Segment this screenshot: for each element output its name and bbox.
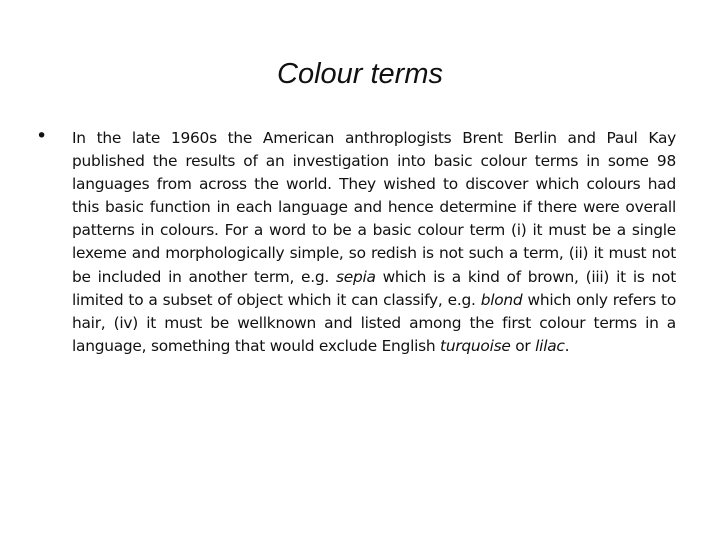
paragraph-text-4: or xyxy=(510,336,536,355)
term-sepia: sepia xyxy=(335,267,376,286)
term-lilac: lilac xyxy=(535,336,565,355)
paragraph-text-1: In the late 1960s the American anthroplogists Brent Berlin and Paul Kay published the results of an investigation into basic colour terms in some 98 languages from across the world. They wished to discover which colours had this basic function in each language and hence determine if there were overall patterns in colours. For a word to be a basic colour term (i) it must be a single lexeme and morphologically simple, so redish is not such a term, (ii) it must not be included in another term, e.g. xyxy=(72,129,676,286)
paragraph-text-5: . xyxy=(564,336,570,355)
slide-title: Colour terms xyxy=(277,58,443,90)
paragraph-text-2: which is a kind of brown, (iii) it is not limited to a subset of object which it can classify, e.g. xyxy=(72,267,676,309)
paragraph-text-3: which only refers to hair, (iv) it must be wellknown and listed among the first colour terms in a language, something that would exclude English xyxy=(72,290,676,355)
bullet-paragraph xyxy=(72,127,676,358)
term-turquoise: turquoise xyxy=(440,336,511,355)
bullet-icon: • xyxy=(36,125,48,147)
term-blond: blond xyxy=(480,290,523,309)
